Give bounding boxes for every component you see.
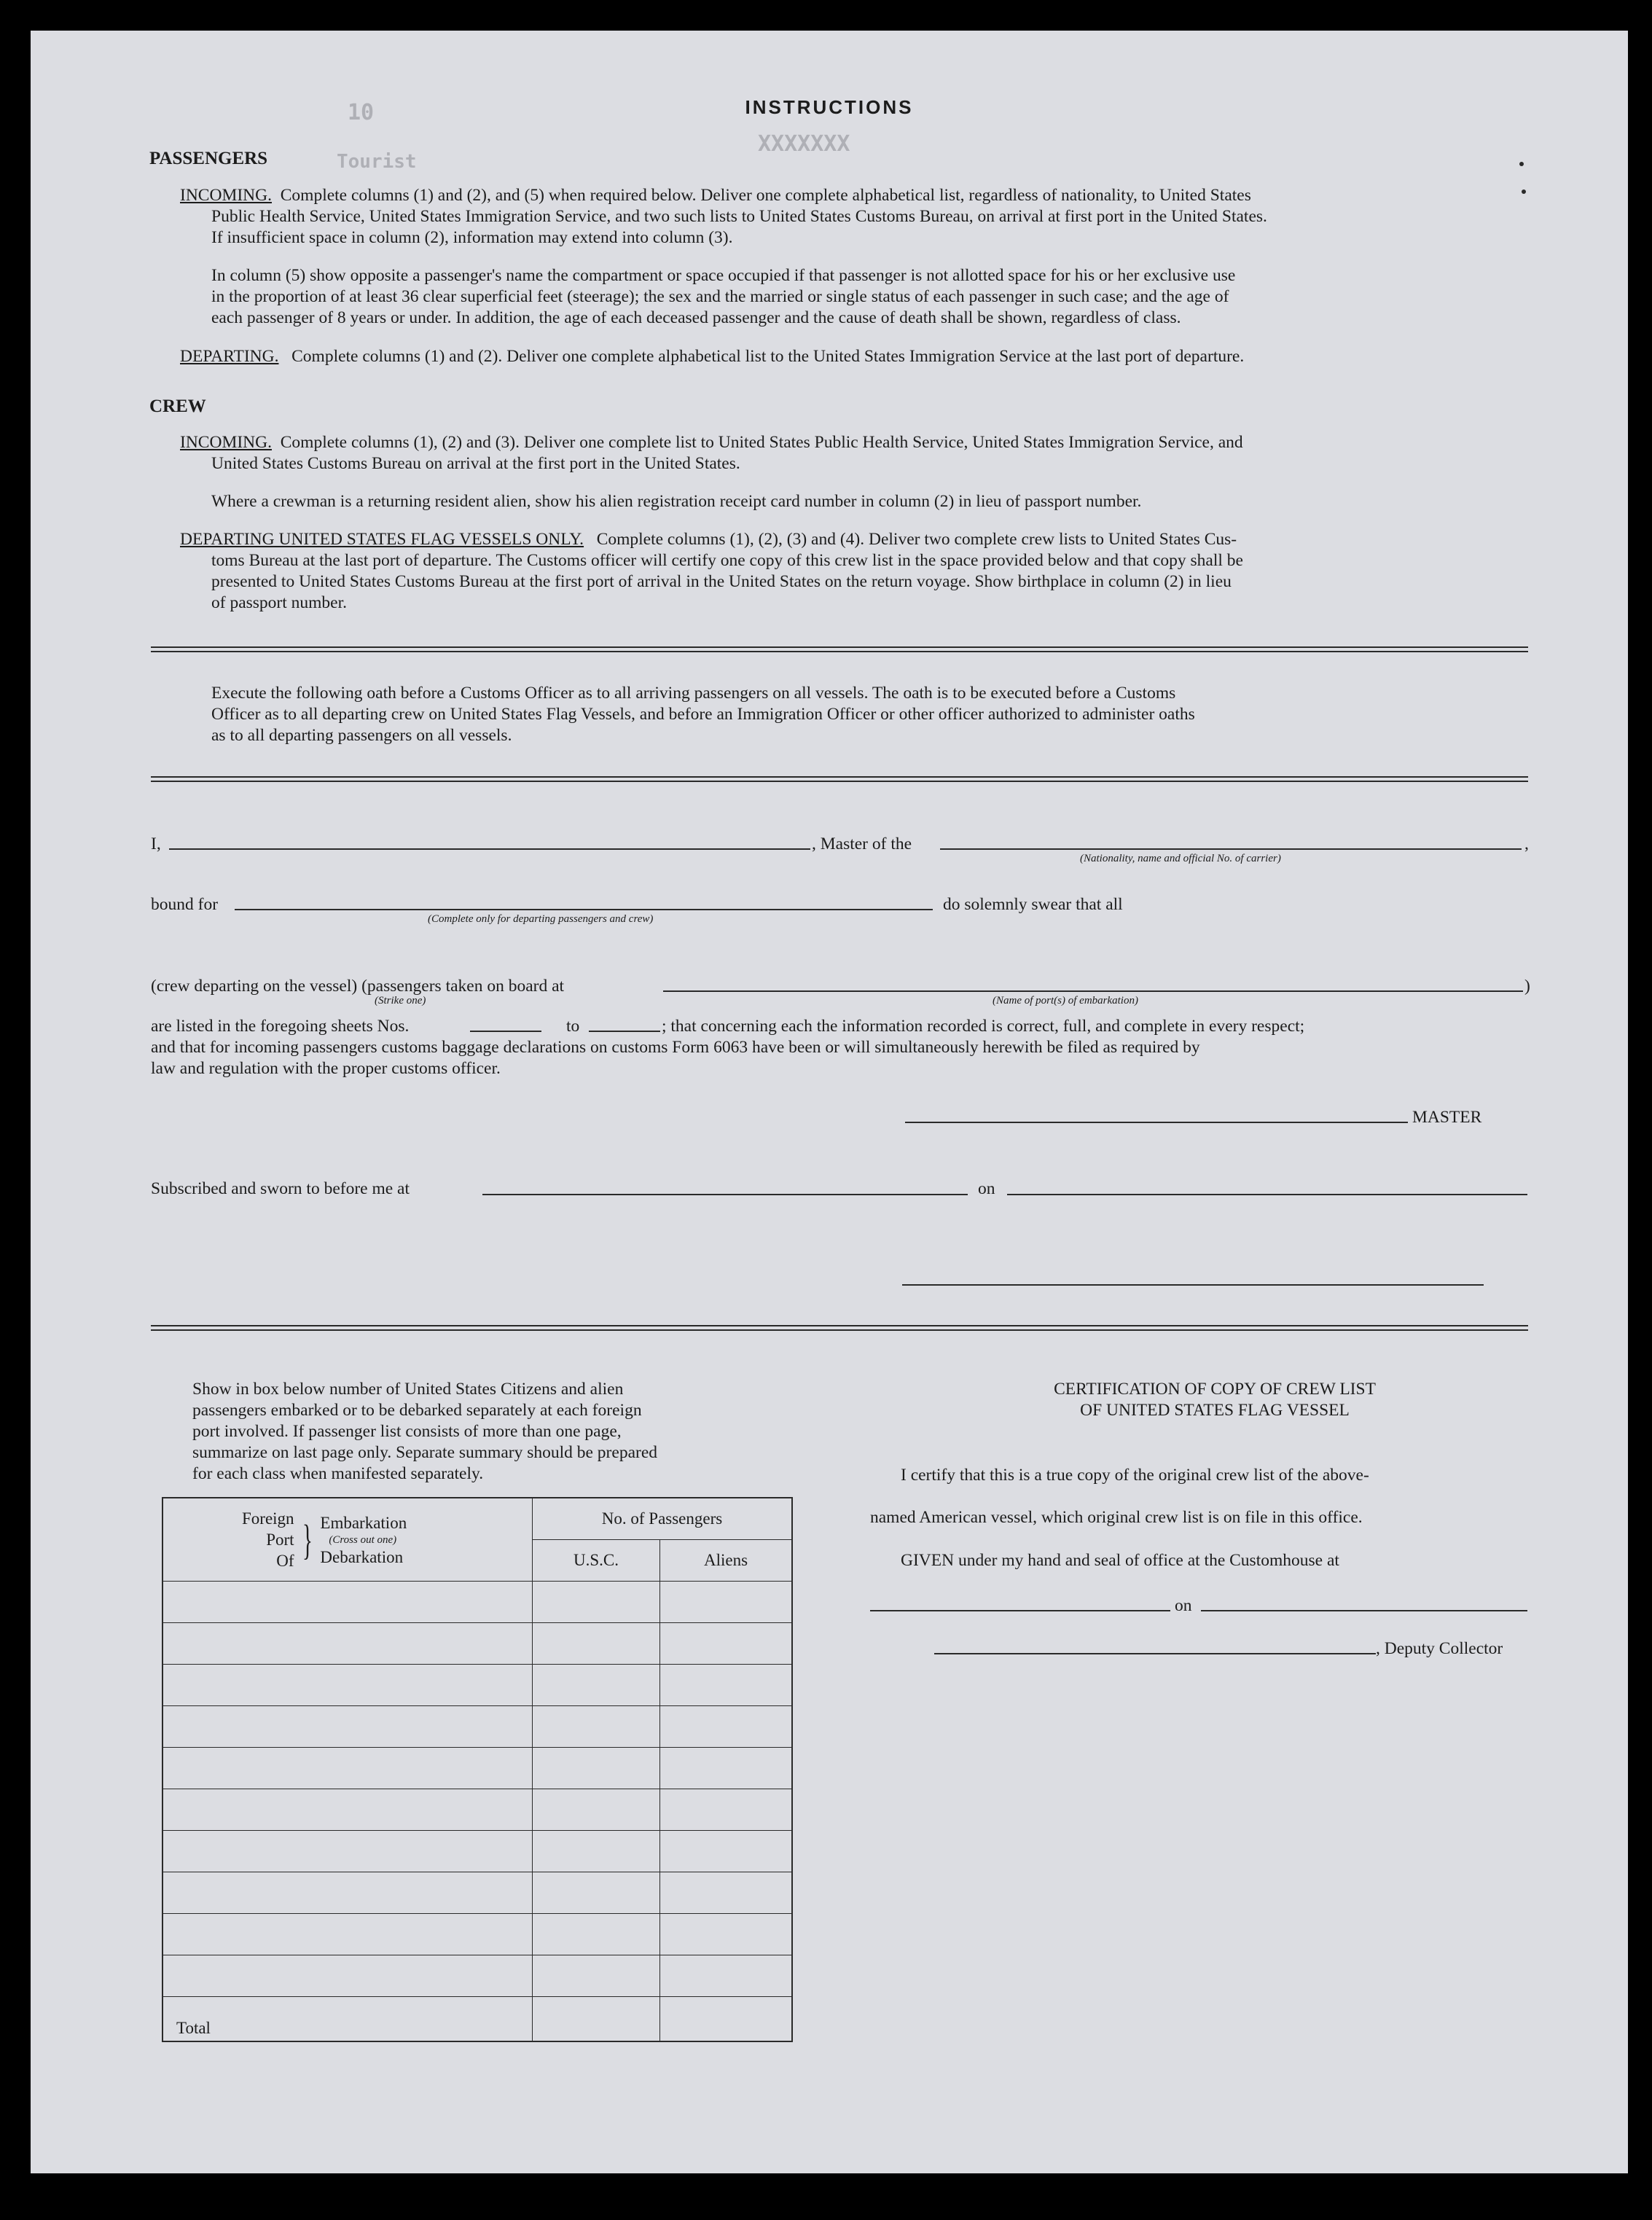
port-cell[interactable] — [163, 1623, 533, 1665]
port-cell[interactable] — [163, 1831, 533, 1872]
usc-cell[interactable] — [533, 1831, 660, 1872]
port-label: Port — [266, 1531, 294, 1549]
crew-incoming-line2: United States Customs Bureau on arrival at the first port in the United States. — [211, 454, 740, 473]
usc-cell[interactable] — [533, 1872, 660, 1914]
passengers-heading: PASSENGERS — [149, 149, 268, 168]
document-page — [31, 31, 1628, 2173]
crew-incoming-text: Complete columns (1), (2) and (3). Deliver one complete list to United States Public Health Service, United States Immigration Service, and — [280, 433, 1243, 452]
aliens-cell[interactable] — [660, 1789, 793, 1831]
oath-bound-for: bound for — [151, 895, 219, 914]
table-row — [163, 1914, 792, 1955]
passengers-departing-label: DEPARTING. — [180, 347, 279, 366]
oath-i-label: I, — [151, 835, 161, 853]
aliens-header: Aliens — [660, 1540, 793, 1582]
usc-cell[interactable] — [533, 1789, 660, 1831]
certification-line2: named American vessel, which original crew list is on file in this office. — [870, 1508, 1363, 1527]
foreign-port-of-label — [242, 1508, 294, 1571]
of-label: Of — [276, 1552, 294, 1570]
aliens-cell[interactable] — [660, 1914, 793, 1955]
embarkation-label: Embarkation — [320, 1513, 407, 1532]
aliens-cell[interactable] — [660, 1831, 793, 1872]
customhouse-field[interactable] — [870, 1610, 1170, 1611]
oath-strike-text: (crew departing on the vessel) (passengers taken on board at — [151, 977, 565, 996]
oath-destination-field[interactable] — [235, 909, 933, 910]
oath-listed-a: are listed in the foregoing sheets Nos. — [151, 1017, 410, 1036]
certification-line3: GIVEN under my hand and seal of office at the Customhouse at — [901, 1551, 1339, 1570]
stamp-page-number: 10 — [348, 100, 375, 125]
table-total-row — [163, 1997, 792, 2042]
port-cell[interactable] — [163, 1789, 533, 1831]
summary-line3: port involved. If passenger list consists of more than one page, — [192, 1422, 622, 1441]
port-cell[interactable] — [163, 1665, 533, 1706]
oath-listed-b: ; that concerning each the information recorded is correct, full, and complete in every respect; — [662, 1017, 1305, 1036]
oath-sheet-from-field[interactable] — [470, 1031, 541, 1032]
section-divider — [151, 1325, 1528, 1331]
deputy-collector-label: , Deputy Collector — [1376, 1639, 1503, 1658]
certification-line1: I certify that this is a true copy of the original crew list of the above- — [901, 1466, 1369, 1485]
oath-close-paren: ) — [1524, 977, 1530, 996]
certification-on-label: on — [1175, 1596, 1192, 1615]
debarkation-label: Debarkation — [320, 1547, 404, 1566]
passengers-departing — [180, 346, 1244, 367]
oath-embarkation-field[interactable] — [663, 990, 1523, 992]
certification-date-field[interactable] — [1201, 1610, 1527, 1611]
oath-port-hint: (Name of port(s) of embarkation) — [993, 995, 1138, 1007]
oath-listed-to: to — [566, 1017, 580, 1036]
oath-line3: law and regulation with the proper customs officer. — [151, 1059, 501, 1078]
passengers-incoming-line2: Public Health Service, United States Immigration Service, and two such lists to United States Customs Bureau, on arrival at first port in the United States. — [211, 207, 1267, 226]
section-divider — [151, 646, 1528, 652]
oath-sheet-to-field[interactable] — [589, 1031, 660, 1032]
master-signature-field[interactable] — [905, 1122, 1408, 1123]
usc-cell[interactable] — [533, 1706, 660, 1748]
no-passengers-header: No. of Passengers — [533, 1498, 793, 1540]
stamp-class: Tourist — [337, 151, 417, 173]
oath-line2: and that for incoming passengers customs baggage declarations on customs Form 6063 have been or will simultaneously herewith be filed as required by — [151, 1038, 1200, 1057]
oath-bound-hint: (Complete only for departing passengers and crew) — [428, 913, 654, 925]
aliens-cell[interactable] — [660, 1665, 793, 1706]
crew-incoming-line1 — [180, 432, 1243, 453]
aliens-cell[interactable] — [660, 1582, 793, 1623]
column5-line3: each passenger of 8 years or under. In addition, the age of each deceased passenger and the cause of death shall be shown, regardless of class. — [211, 308, 1181, 327]
usc-cell[interactable] — [533, 1955, 660, 1997]
usc-cell[interactable] — [533, 1914, 660, 1955]
crew-departing-line2: toms Bureau at the last port of departure. The Customs officer will certify one copy of this crew list in the space provided below and that copy shall be — [211, 551, 1243, 570]
oath-master-of: , Master of the — [812, 835, 912, 853]
section-divider — [151, 776, 1528, 782]
crew-departing-text: Complete columns (1), (2), (3) and (4). Deliver two complete crew lists to United States Cus- — [596, 530, 1237, 549]
crew-heading: CREW — [149, 396, 206, 416]
port-cell[interactable] — [163, 1582, 533, 1623]
usc-cell[interactable] — [533, 1582, 660, 1623]
total-label: Total — [163, 1997, 533, 2042]
aliens-cell[interactable] — [660, 1955, 793, 1997]
cross-out-hint: (Cross out one) — [329, 1533, 397, 1546]
aliens-cell[interactable] — [660, 1706, 793, 1748]
subscribed-on-label: on — [978, 1179, 995, 1198]
passengers-incoming-label: INCOMING. — [180, 186, 272, 205]
summary-line2: passengers embarked or to be debarked separately at each foreign — [192, 1401, 642, 1420]
scan-mark — [1519, 162, 1524, 166]
crew-incoming-label: INCOMING. — [180, 433, 272, 452]
oath-strike-hint: (Strike one) — [375, 995, 426, 1007]
subscribed-place-field[interactable] — [482, 1194, 968, 1195]
scan-mark — [1522, 189, 1526, 194]
table-row — [163, 1748, 792, 1789]
table-row — [163, 1831, 792, 1872]
crew-departing-line1 — [180, 529, 1237, 550]
summary-line5: for each class when manifested separately. — [192, 1464, 484, 1483]
table-row — [163, 1665, 792, 1706]
usc-total-cell[interactable] — [533, 1997, 660, 2042]
oath-instructions-line3: as to all departing passengers on all vessels. — [211, 726, 512, 745]
page-title: INSTRUCTIONS — [745, 96, 914, 118]
port-cell[interactable] — [163, 1914, 533, 1955]
embark-debark-label — [320, 1512, 407, 1568]
table-row — [163, 1623, 792, 1665]
crew-departing-line3: presented to United States Customs Bureau at the first port of arrival in the United States on the return voyage. Show birthplace in column (2) in lieu — [211, 572, 1232, 591]
port-cell[interactable] — [163, 1706, 533, 1748]
summary-line4: summarize on last page only. Separate summary should be prepared — [192, 1443, 657, 1462]
passenger-summary-table — [162, 1497, 793, 2042]
crew-departing-line4: of passport number. — [211, 593, 348, 612]
oath-instructions-line1: Execute the following oath before a Customs Officer as to all arriving passengers on all vessels. The oath is to be executed before a Customs — [211, 684, 1176, 703]
table-row — [163, 1872, 792, 1914]
column5-line1: In column (5) show opposite a passenger's name the compartment or space occupied if that passenger is not allotted space for his or her exclusive use — [211, 266, 1236, 285]
passengers-incoming-line3: If insufficient space in column (2), information may extend into column (3). — [211, 228, 733, 247]
aliens-total-cell[interactable] — [660, 1997, 793, 2042]
subscribed-date-field[interactable] — [1007, 1194, 1527, 1195]
oath-name-field[interactable] — [169, 848, 810, 850]
usc-cell[interactable] — [533, 1623, 660, 1665]
stamp-struck-text: XXXXXXX — [758, 131, 850, 157]
aliens-cell[interactable] — [660, 1623, 793, 1665]
crew-departing-label: DEPARTING UNITED STATES FLAG VESSELS ONLY. — [180, 530, 584, 549]
brace-icon: } — [302, 1515, 313, 1563]
column5-line2: in the proportion of at least 36 clear superficial feet (steerage); the sex and the married or single status of each passenger in such case; and the age of — [211, 287, 1229, 306]
table-row — [163, 1789, 792, 1831]
table-row — [163, 1582, 792, 1623]
table-row — [163, 1955, 792, 1997]
crew-resident-text: Where a crewman is a returning resident alien, show his alien registration receipt card number in column (2) in lieu of passport number. — [211, 492, 1142, 511]
port-cell[interactable] — [163, 1872, 533, 1914]
deputy-signature-field[interactable] — [934, 1653, 1376, 1654]
passengers-incoming-text: Complete columns (1) and (2), and (5) when required below. Deliver one complete alphabetical list, regardless of nationality, to United States — [280, 186, 1251, 205]
usc-header: U.S.C. — [533, 1540, 660, 1582]
table-row — [163, 1706, 792, 1748]
aliens-cell[interactable] — [660, 1872, 793, 1914]
summary-line1: Show in box below number of United States Citizens and alien — [192, 1380, 624, 1399]
master-label: MASTER — [1412, 1108, 1482, 1127]
table-header-row — [163, 1498, 792, 1540]
foreign-label: Foreign — [242, 1509, 294, 1528]
passengers-departing-text: Complete columns (1) and (2). Deliver one complete alphabetical list to the United States Immigration Service at the last port of departure. — [291, 347, 1245, 366]
oath-comma: , — [1524, 835, 1529, 853]
port-header-cell — [163, 1498, 533, 1582]
certification-title-line2: OF UNITED STATES FLAG VESSEL — [1080, 1401, 1350, 1420]
officer-signature-field[interactable] — [902, 1284, 1484, 1286]
usc-cell[interactable] — [533, 1665, 660, 1706]
port-cell[interactable] — [163, 1955, 533, 1997]
passengers-incoming-line1 — [180, 185, 1251, 206]
oath-carrier-field[interactable] — [940, 848, 1522, 850]
aliens-cell[interactable] — [660, 1748, 793, 1789]
oath-carrier-hint: (Nationality, name and official No. of carrier) — [1080, 853, 1281, 864]
oath-swear: do solemnly swear that all — [943, 895, 1123, 914]
certification-title-line1: CERTIFICATION OF COPY OF CREW LIST — [1054, 1380, 1376, 1399]
subscribed-label: Subscribed and sworn to before me at — [151, 1179, 410, 1198]
port-cell[interactable] — [163, 1748, 533, 1789]
oath-instructions-line2: Officer as to all departing crew on United States Flag Vessels, and before an Immigration Officer or other officer authorized to administer oaths — [211, 705, 1195, 724]
usc-cell[interactable] — [533, 1748, 660, 1789]
